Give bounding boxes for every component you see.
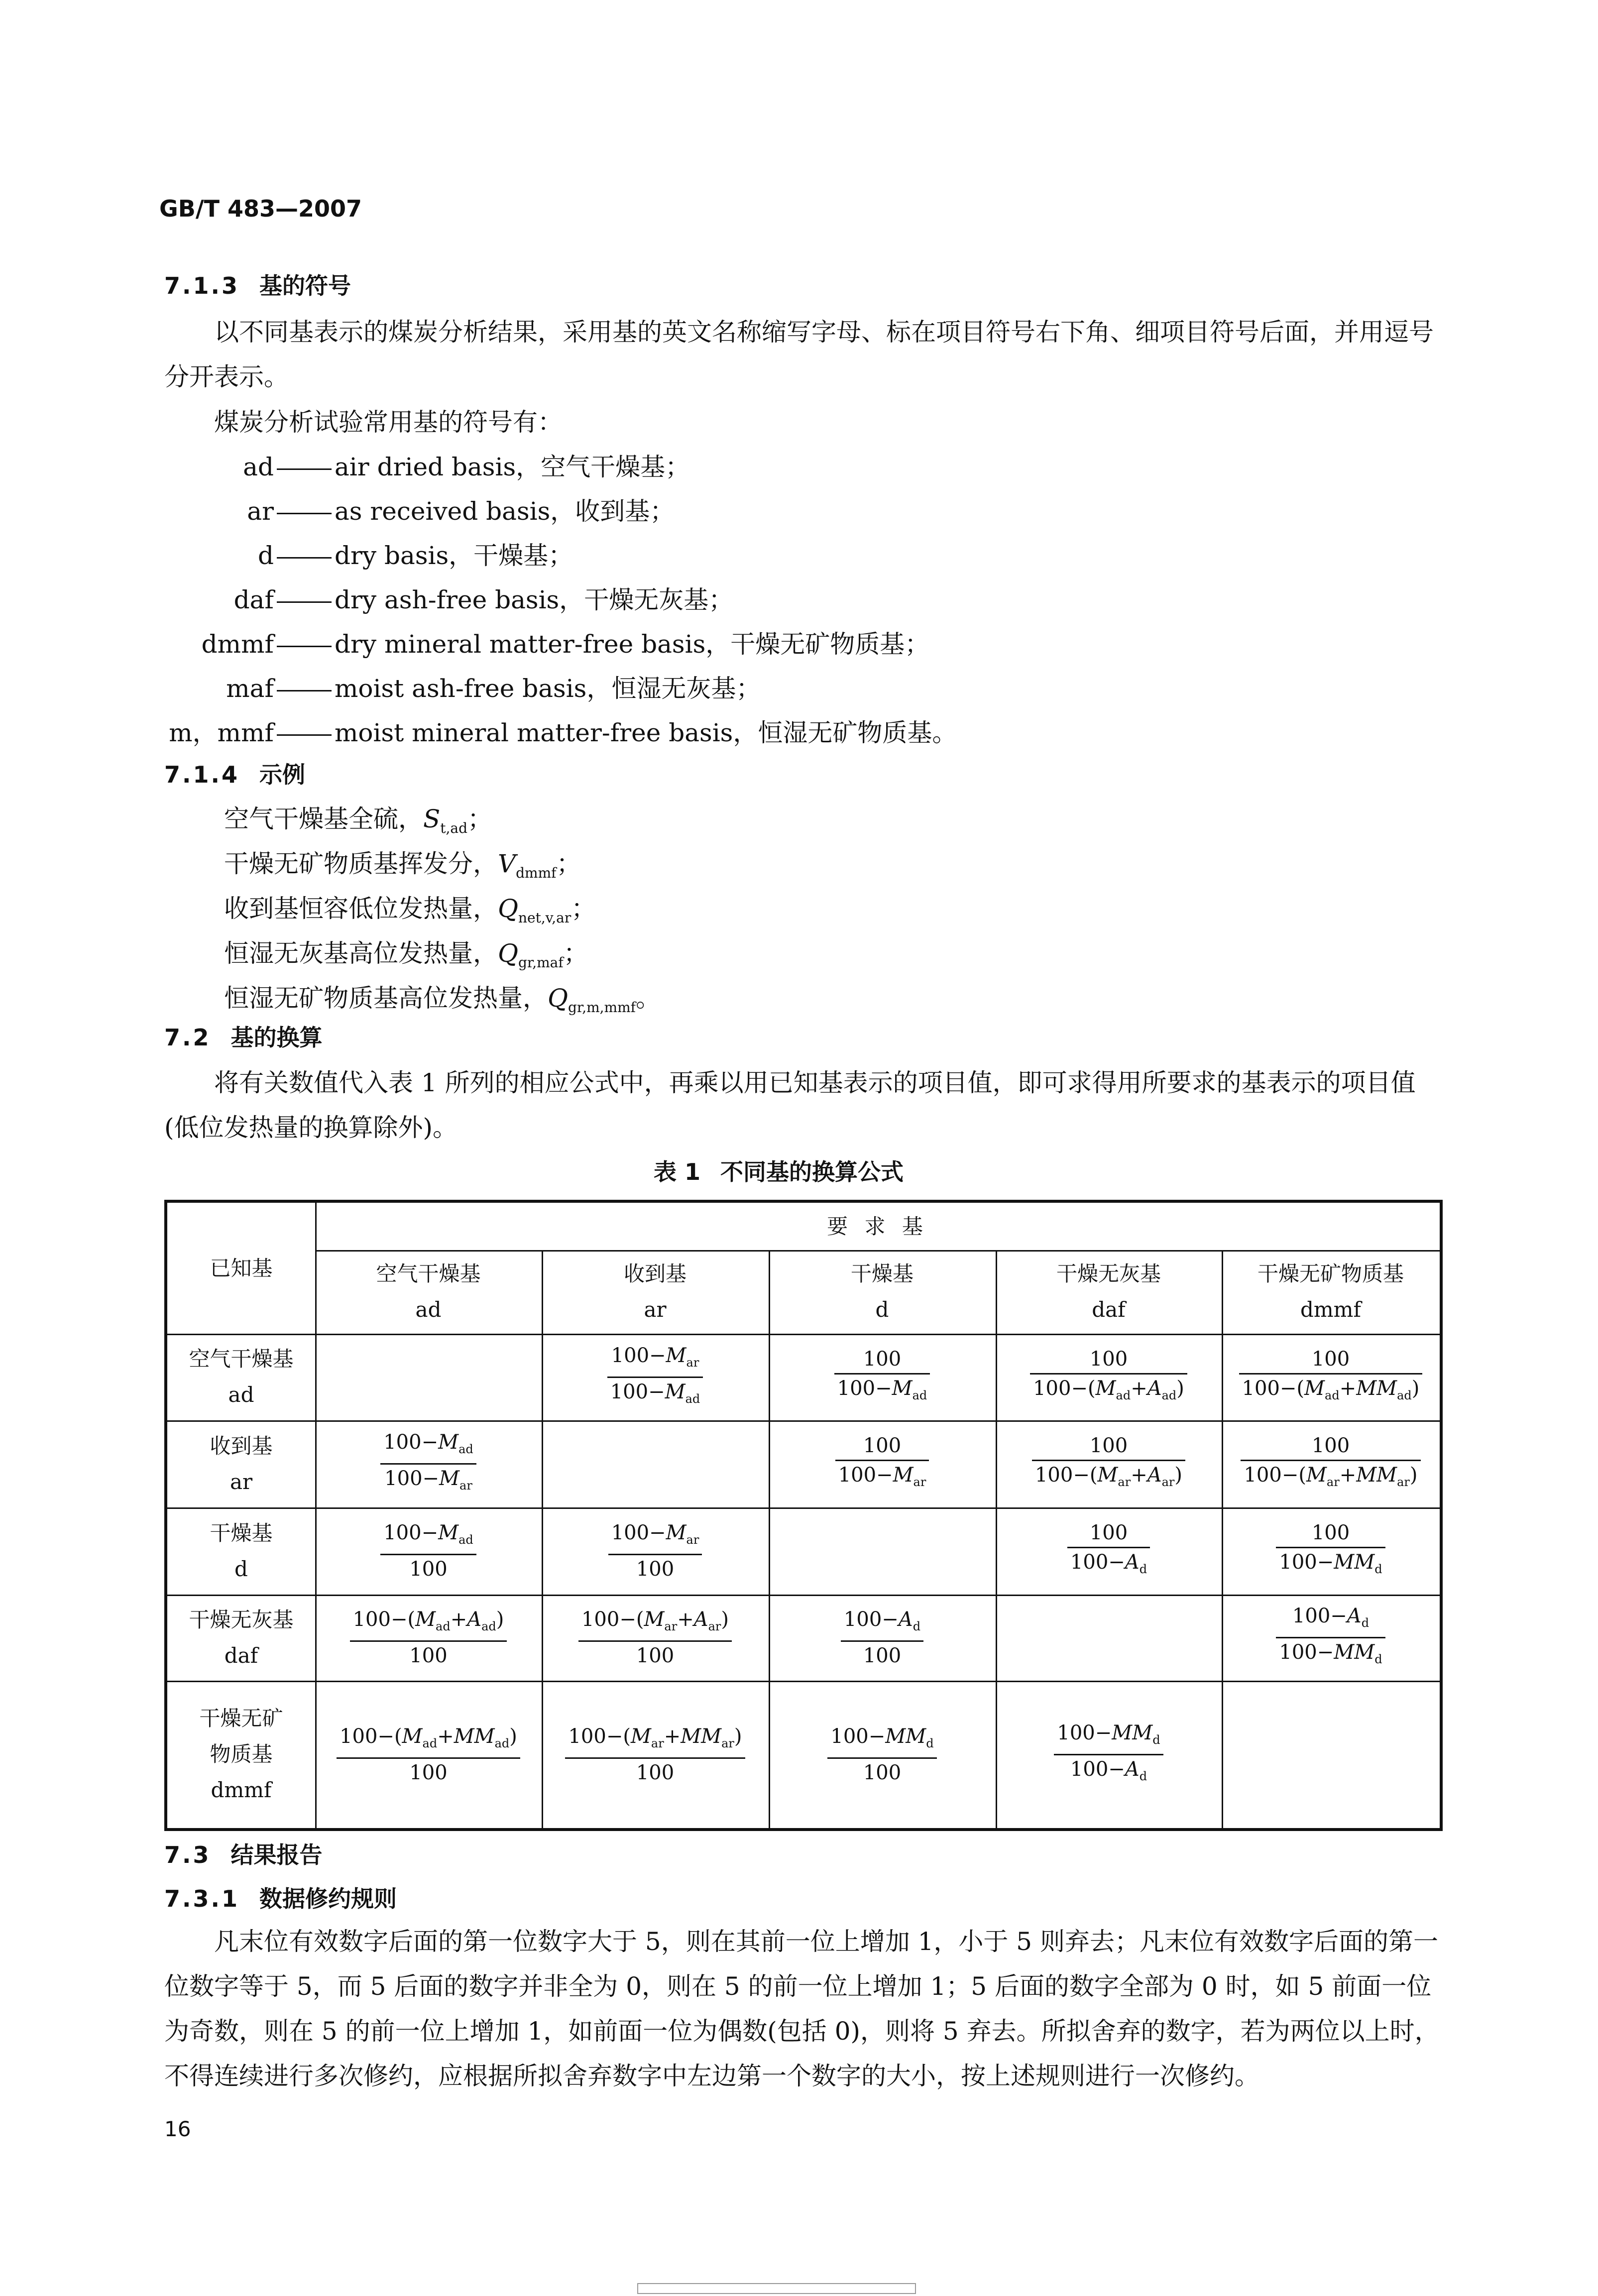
section-number: 7.1.4 [164,761,239,788]
formula-cell [996,1595,1222,1681]
fraction [1241,1432,1420,1496]
example-item: 干燥无矿物质基挥发分，$V_{dmmf}$； [224,849,581,881]
basis-code: d [875,1297,889,1322]
example-item: 恒湿无矿物质基高位发热量，$Q_{gr,m,mmf}$。 [224,984,661,1016]
formula-cell [1222,1334,1440,1420]
row-header [167,1681,315,1828]
example-symbol: $Q_{gr,m,mmf}$ [548,984,636,1016]
numerator: $100-M_{ad}$ [383,1431,473,1456]
example-text: 恒湿无灰基高位发热量， [224,939,498,968]
formula-cell [769,1507,996,1595]
numerator: $100-(M_{ar}+A_{ar})$ [581,1608,729,1633]
numerator: $100-(M_{ad}+MM_{ad})$ [340,1724,517,1750]
basis-symbol-item [164,624,929,660]
column-header [1222,1250,1440,1334]
section-title: 数据修约规则 [259,1885,397,1912]
known-basis-header: 已知基 [210,1256,273,1280]
numerator: $100-A_d$ [1292,1605,1370,1630]
numerator: $100-MM_d$ [1057,1721,1160,1747]
formula-cell [996,1507,1222,1595]
dash-separator [277,734,332,736]
section-72-text: 将有关数值代入表 1 所列的相应公式中，再乘以用已知基表示的项目值，即可求得用所要求的基表示的项目值(低位发热量的换算除外)。 [164,1068,1416,1142]
example-item: 收到基恒容低位发热量，$Q_{net,v,ar}$； [224,894,596,926]
numerator: $100-M_{ad}$ [383,1521,473,1547]
fraction [1030,1345,1187,1409]
example-symbol: $S_{t,ad}$ [423,804,468,836]
formula-cell [769,1681,996,1828]
denominator: $100-A_d$ [1070,1551,1147,1576]
formula-cell [315,1681,542,1828]
fraction [1276,1519,1385,1583]
dash-separator [277,557,332,559]
row-label-line: d [234,1556,248,1581]
column-header [315,1250,542,1334]
section-73-heading [164,1837,323,1870]
standard-code: GB/T 483—2007 [159,195,362,222]
section-714-heading [164,757,305,790]
fraction [1067,1519,1150,1583]
basis-name: 干燥无矿物质基 [1257,1262,1404,1286]
page-number: 16 [164,2117,191,2141]
numerator: $100-MM_d$ [830,1724,934,1750]
denominator: 100 [636,1644,675,1667]
row-label-line: dmmf [211,1778,272,1802]
row-header [167,1595,315,1681]
fraction [1054,1719,1163,1790]
fraction [350,1606,507,1670]
denominator: $100-(M_{ad}+MM_{ad})$ [1242,1377,1420,1402]
row-header [167,1507,315,1595]
example-symbol: $V_{dmmf}$ [498,849,557,881]
basis-abbr: ad [243,453,274,481]
denominator: 100 [863,1761,902,1784]
column-header [996,1250,1222,1334]
denominator: 100 [863,1644,902,1667]
numerator: $100-(M_{ad}+A_{ad})$ [352,1608,504,1633]
denominator: 100 [636,1761,675,1784]
row-header [167,1334,315,1420]
dash-separator [277,646,332,647]
basis-symbol-item [164,491,675,527]
row-label-line: 空气干燥基 [189,1347,294,1371]
row-label-line: daf [224,1643,258,1668]
basis-name: 干燥基 [850,1262,913,1286]
formula-cell [315,1420,542,1507]
dash-separator [277,601,332,603]
basis-description: dry ash-free basis，干燥无灰基； [335,585,734,614]
formula-cell [996,1420,1222,1507]
basis-description: dry mineral matter-free basis，干燥无矿物质基； [335,630,930,659]
section-72-heading [164,1020,323,1052]
column-header [769,1250,996,1334]
section-number: 7.3 [164,1841,211,1868]
section-number: 7.2 [164,1024,211,1051]
section-title: 结果报告 [230,1841,323,1868]
denominator: $100-M_{ad}$ [837,1377,927,1402]
formula-cell [996,1334,1222,1420]
required-basis-header: 要 求 基 [827,1214,928,1239]
section-713-intro: 以不同基表示的煤炭分析结果，采用基的英文名称缩写字母、标在项目符号右下角、细项目符号后面，并用逗号分开表示。 [164,318,1434,391]
formula-cell [769,1595,996,1681]
row-label-line: 干燥无矿 [199,1706,283,1730]
basis-code: daf [1092,1297,1126,1322]
fraction [380,1519,476,1583]
numerator: $100-A_d$ [843,1608,921,1633]
section-title: 示例 [259,761,305,788]
basis-symbol-item [164,536,573,572]
basis-abbr: dmmf [201,630,274,659]
fraction [841,1606,923,1670]
conversion-table [164,1200,1443,1831]
denominator: $100-(M_{ad}+A_{ad})$ [1033,1377,1184,1402]
formula-cell [542,1334,769,1420]
table-caption [654,1154,904,1187]
basis-abbr: daf [233,585,274,614]
example-item: 恒湿无灰基高位发热量，$Q_{gr,maf}$； [224,939,588,971]
example-symbol: $Q_{gr,maf}$ [498,939,564,971]
fraction [608,1519,702,1583]
section-title: 基的符号 [259,272,351,299]
basis-description: air dried basis，空气干燥基； [335,453,690,481]
fraction [578,1606,732,1670]
formula-cell [542,1420,769,1507]
fraction [1276,1602,1385,1673]
formula-cell [315,1595,542,1681]
basis-abbr: d [257,541,274,570]
denominator: $100-(M_{ar}+MM_{ar})$ [1244,1464,1418,1489]
numerator: $100-M_{ar}$ [611,1521,699,1547]
denominator: $100-M_{ar}$ [838,1464,926,1489]
basis-description: as received basis，收到基； [335,497,675,526]
table-title: 不同基的换算公式 [720,1158,904,1185]
example-text: 空气干燥基全硫， [224,804,423,833]
row-label-line: 干燥无灰基 [189,1607,294,1632]
basis-abbr: m，mmf [169,718,274,747]
section-number: 7.3.1 [164,1885,239,1912]
fraction [607,1342,703,1413]
numerator: 100 [1311,1521,1350,1544]
denominator: $100-M_{ad}$ [610,1380,700,1406]
fraction [380,1428,476,1499]
section-731-text: 凡末位有效数字后面的第一位数字大于 5，则在其前一位上增加 1，小于 5 则弃去；凡末位有效数字后面的第一位数字等于 5，而 5 后面的数字并非全为 0，则在 5 的前一位上增加 1；5 后面的数字全部为 0 时，如 5 前面一位为奇数，则在 5 的前一位上增加 1，如前面一位为偶数(包括 0)，则将 5 弃去。所拟舍弃的数字，若为两位以上时，不得连续进行多次修约，应根据所拟舍弃数字中左边第一个数字的大小，按上述规则进行一次修约。 [164,1927,1440,2090]
basis-symbol-item [164,447,690,483]
numerator: $100-M_{ar}$ [611,1344,699,1370]
numerator: 100 [863,1347,902,1371]
numerator: 100 [1089,1521,1128,1544]
basis-symbol-item [164,669,761,704]
numerator: 100 [1089,1434,1128,1457]
basis-symbol-item [164,713,957,749]
formula-cell [315,1334,542,1420]
basis-code: ad [415,1297,442,1322]
numerator: 100 [1311,1434,1350,1457]
basis-description: moist mineral matter-free basis，恒湿无矿物质基。 [335,718,957,747]
basis-name: 干燥无灰基 [1056,1262,1161,1286]
denominator: 100 [636,1558,675,1581]
basis-description: dry basis，干燥基； [335,541,573,570]
list-intro: 煤炭分析试验常用基的符号有： [214,408,563,437]
denominator: $100-MM_d$ [1279,1641,1382,1666]
fraction [1239,1345,1423,1409]
basis-name: 收到基 [623,1262,686,1286]
example-text: 收到基恒容低位发热量， [224,894,498,923]
row-label-line: 物质基 [210,1742,273,1766]
basis-abbr: maf [226,674,274,703]
formula-cell [1222,1595,1440,1681]
row-label-line: 干燥基 [210,1520,273,1545]
example-text: 恒湿无矿物质基高位发热量， [224,984,548,1013]
formula-cell [1222,1420,1440,1507]
basis-code: ar [644,1297,667,1322]
fraction [337,1722,520,1787]
formula-cell [769,1334,996,1420]
numerator: $100-(M_{ar}+MM_{ar})$ [568,1724,742,1750]
formula-cell [315,1507,542,1595]
section-title: 基的换算 [230,1024,323,1051]
basis-description: moist ash-free basis，恒湿无灰基； [335,674,761,703]
fraction [827,1722,936,1787]
numerator: 100 [1089,1347,1128,1371]
example-symbol: $Q_{net,v,ar}$ [498,894,571,926]
row-label-line: ar [229,1469,253,1494]
fraction [1032,1432,1185,1496]
denominator: 100 [409,1644,448,1667]
dash-separator [277,513,332,514]
fraction [834,1345,930,1409]
formula-cell [1222,1507,1440,1595]
formula-cell [996,1681,1222,1828]
denominator: $100-A_d$ [1070,1757,1147,1783]
denominator: $100-(M_{ar}+A_{ar})$ [1034,1464,1182,1489]
formula-cell [542,1681,769,1828]
section-number: 7.1.3 [164,272,239,299]
formula-cell [769,1420,996,1507]
denominator: 100 [409,1761,448,1784]
section-713-heading [164,268,351,301]
numerator: 100 [1311,1347,1350,1371]
formula-cell [542,1595,769,1681]
example-item: 空气干燥基全硫，$S_{t,ad}$； [224,804,493,836]
fraction [565,1722,745,1787]
section-731-heading [164,1881,397,1914]
basis-name: 空气干燥基 [376,1262,481,1286]
column-header [542,1250,769,1334]
dash-separator [277,690,332,691]
denominator: $100-MM_d$ [1279,1551,1382,1576]
row-label-line: ad [228,1382,254,1407]
numerator: 100 [863,1434,902,1457]
example-text: 干燥无矿物质基挥发分， [224,849,498,878]
row-label-line: 收到基 [210,1433,273,1458]
table-number: 表 1 [654,1158,701,1185]
formula-cell [1222,1681,1440,1828]
row-header [167,1420,315,1507]
basis-symbol-item [164,580,733,616]
denominator: $100-M_{ar}$ [384,1467,472,1492]
formula-cell [542,1507,769,1595]
denominator: 100 [409,1558,448,1581]
footer-watermark-strip [637,2283,916,2294]
fraction [835,1432,929,1496]
basis-abbr: ar [247,497,274,526]
basis-code: dmmf [1300,1297,1362,1322]
dash-separator [277,468,332,470]
